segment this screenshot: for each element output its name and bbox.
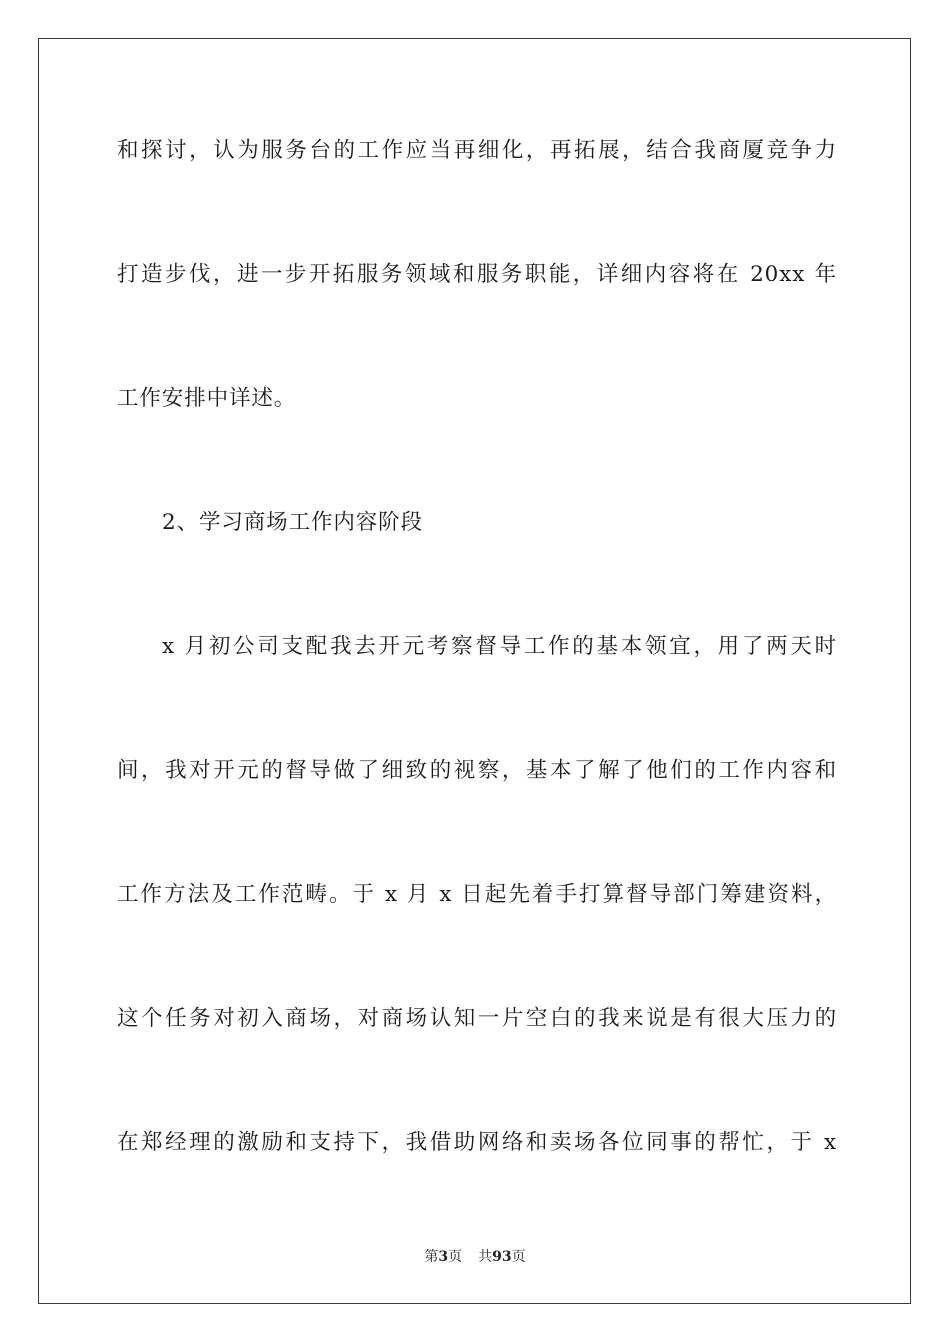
text-line: 在郑经理的激励和支持下，我借助网络和卖场各位同事的帮忙，于 x (117, 1130, 837, 1155)
page-prefix: 第 (424, 1249, 439, 1265)
text-line: 间，我对开元的督导做了细致的视察，基本了解了他们的工作内容和 (117, 758, 837, 783)
page-frame (38, 38, 911, 1304)
section-heading: 2、学习商场工作内容阶段 (162, 510, 423, 535)
page-number: 3 (438, 1249, 449, 1265)
text-line: 这个任务对初入商场，对商场认知一片空白的我来说是有很大压力的 (117, 1006, 837, 1031)
page-suffix: 页 (448, 1249, 463, 1265)
text-line: 和探讨，认为服务台的工作应当再细化，再拓展，结合我商厦竞争力 (117, 138, 837, 163)
total-prefix: 共 (478, 1249, 493, 1265)
total-suffix: 页 (511, 1249, 526, 1265)
page-footer (0, 1247, 950, 1267)
text-line: x 月初公司支配我去开元考察督导工作的基本领宜，用了两天时 (162, 634, 837, 659)
text-line: 工作方法及工作范畴。于 x 月 x 日起先着手打算督导部门筹建资料， (117, 882, 837, 907)
total-pages: 93 (492, 1249, 512, 1265)
text-line: 工作安排中详述。 (117, 386, 297, 411)
text-line: 打造步伐，进一步开拓服务领域和服务职能，详细内容将在 20xx 年 (117, 262, 837, 287)
